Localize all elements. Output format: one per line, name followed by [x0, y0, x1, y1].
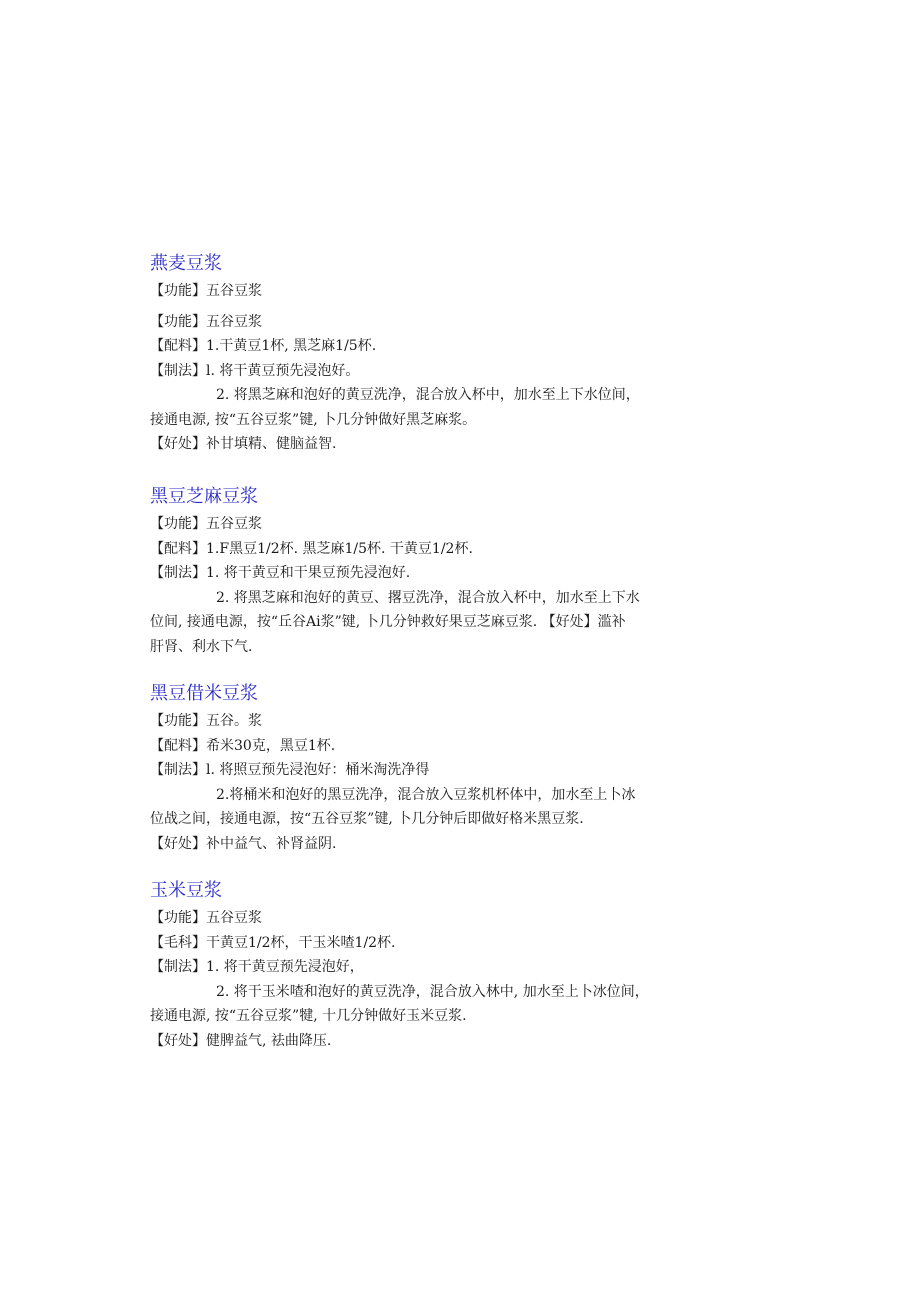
recipe-line	[150, 1029, 695, 1054]
recipe-line	[150, 359, 695, 384]
recipe-line	[150, 807, 695, 832]
recipe-title: 燕麦豆浆	[150, 253, 222, 274]
line-text: 接通电源, 按“五谷豆浆”犍, 十几分钟做好玉米豆浆.	[150, 1008, 467, 1024]
line-text: 五谷豆浆	[206, 910, 262, 926]
recipe-line	[150, 310, 695, 335]
line-label: 【功能】	[150, 910, 206, 926]
recipe-title: 玉米豆浆	[150, 880, 222, 901]
line-label: 【好处】	[150, 1032, 206, 1049]
recipe-line	[150, 832, 695, 857]
recipe-line	[150, 610, 695, 635]
line-label: 【好处】	[150, 835, 206, 852]
line-text: 健脾益气, 祛曲降压.	[206, 1032, 332, 1049]
line-text: 2. 将黑芝麻和泡好的黄豆、撂豆洗净，混合放入杯中，加水至上下水	[216, 589, 640, 606]
line-text: 接通电源, 按“五谷豆浆”键, 卜几分钟做好黑芝麻浆。	[150, 411, 477, 428]
recipe-line	[150, 758, 695, 783]
line-text: 肝肾、利水下气.	[150, 638, 253, 655]
line-label: 【毛科】	[150, 934, 206, 951]
recipe-section	[150, 249, 695, 457]
line-text: 五谷。浆	[206, 713, 262, 729]
line-text: 位间, 接通电源，按“丘谷Ai浆”键, 卜几分钟救好果豆芝麻豆浆. 【好处】滥补	[150, 614, 626, 630]
line-label: 【功能】	[150, 313, 206, 330]
line-text: 五谷豆浆	[206, 516, 262, 532]
line-label: 【配料】	[150, 338, 206, 354]
line-label: 【制法】	[150, 362, 206, 379]
line-text: 希米30克，黑豆1杯.	[206, 737, 336, 754]
recipe-line	[150, 586, 695, 611]
line-label: 【功能】	[150, 713, 206, 729]
line-label: 【功能】	[150, 516, 206, 532]
line-text: 2.将桶米和泡好的黑豆洗净，混合放入豆浆机杯体中，加水至上卜冰	[216, 786, 636, 803]
recipe-line	[150, 408, 695, 433]
line-label: 【制法】	[150, 959, 206, 975]
line-text: 补甘填精、健脑益智.	[206, 436, 337, 452]
line-text: 干黄豆1/2杯，干玉米喳1/2杯.	[206, 934, 396, 951]
line-label: 【制法】	[150, 762, 206, 778]
line-text: 补中益气、补肾益阴.	[206, 835, 337, 852]
line-text: 1.干黄豆1杯, 黑芝麻1/5杯.	[206, 338, 377, 354]
recipe-line	[150, 537, 695, 562]
recipe-line	[150, 279, 695, 304]
recipe-line	[150, 1004, 695, 1029]
recipe-line	[150, 931, 695, 956]
line-label: 【功能】	[150, 283, 206, 299]
recipe-title: 黑豆借米豆浆	[150, 683, 258, 704]
line-text: 2. 将黑芝麻和泡好的黄豆洗净，混合放入杯中，加水至上下水位间，	[216, 387, 640, 403]
line-label: 【制法】	[150, 565, 206, 581]
line-text: l. 将干黄豆预先浸泡好。	[206, 362, 360, 379]
line-text: 1. 将干黄豆和干果豆预先浸泡好.	[206, 565, 411, 581]
line-label: 【好处】	[150, 436, 206, 452]
recipe-line	[150, 906, 695, 931]
recipe-line	[150, 432, 695, 457]
line-text: 1.F黑豆1/2杯. 黑芝麻1/5杯. 干黄豆1/2杯.	[206, 540, 473, 557]
line-text: 五谷豆浆	[206, 283, 262, 299]
recipe-line	[150, 334, 695, 359]
recipe-section	[150, 482, 695, 659]
recipe-line	[150, 955, 695, 980]
recipe-title: 黑豆芝麻豆浆	[150, 486, 258, 507]
line-label: 【配料】	[150, 540, 206, 557]
line-text: 位战之间，接通电源，按“五谷豆浆”键, 卜几分钟后即做好格米黑豆浆.	[150, 811, 584, 827]
recipe-section	[150, 876, 695, 1053]
line-label: 【配料】	[150, 737, 206, 754]
recipe-line	[150, 512, 695, 537]
recipe-line	[150, 709, 695, 734]
recipe-line	[150, 561, 695, 586]
line-text: l. 将照豆预先浸泡好：桶米淘洗净得	[206, 762, 430, 778]
recipe-line	[150, 635, 695, 660]
recipe-section	[150, 679, 695, 856]
line-text: 五谷豆浆	[206, 313, 262, 330]
recipe-line	[150, 980, 695, 1005]
line-text: 2. 将干玉米喳和泡好的黄豆洗净，混合放入林中, 加水至上卜冰位间，	[216, 983, 649, 1000]
line-text: 1. 将干黄豆预先浸泡好，	[206, 959, 364, 975]
recipe-line	[150, 383, 695, 408]
recipe-line	[150, 783, 695, 808]
recipe-line	[150, 734, 695, 759]
